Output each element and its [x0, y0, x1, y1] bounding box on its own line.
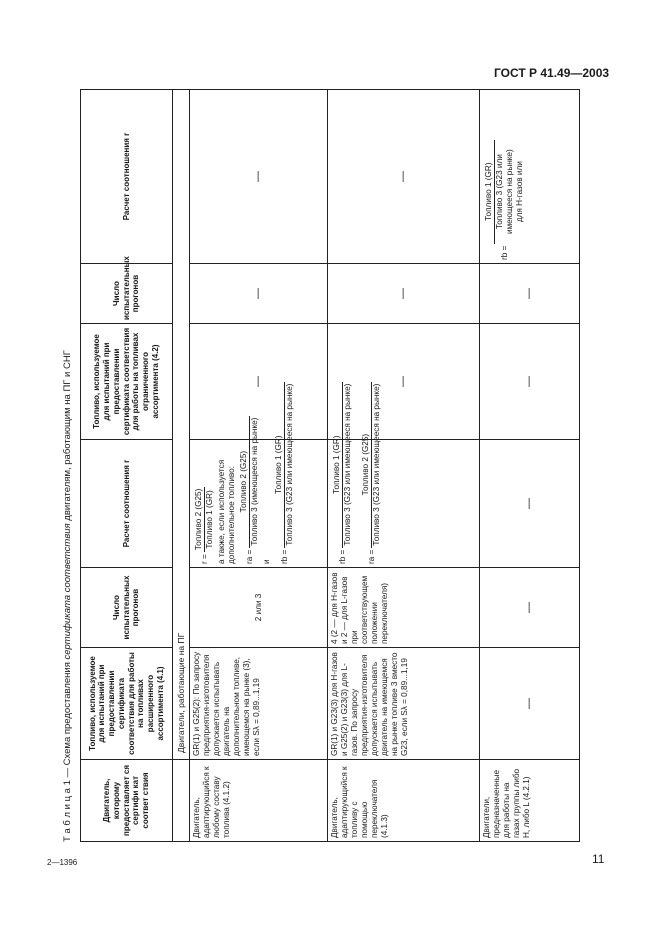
r-numerator: Топливо 2 (G25): [194, 488, 204, 551]
col-ratio-lim-header: Расчет соотношения r: [81, 90, 173, 264]
col-ratio-ext-header: Расчет соотношения r: [81, 440, 173, 568]
rb-label: rb =: [279, 549, 289, 564]
caption-italic: сертификата соответствия: [62, 523, 73, 660]
col-engine-header: Двигатель, которому предоставляет ся сертифи кат соответ ствия: [81, 760, 173, 842]
ra-label: ra =: [366, 549, 376, 564]
caption-suffix: двигателям, работающим на ПГ и СНГ: [62, 350, 73, 524]
standard-header: ГОСТ Р 41.49—2003: [494, 66, 610, 80]
table-row: [328, 90, 480, 842]
dash-cell: —: [328, 324, 480, 440]
ratio-and: и: [262, 559, 272, 564]
engine-cell: Двигатель, адаптирующийся к топливу с помощью переключателя (4.1.3): [328, 760, 480, 842]
dash-cell: —: [328, 264, 480, 324]
rb-numerator: Топливо 1 (GR): [484, 140, 495, 244]
dash-cell: —: [190, 90, 328, 264]
engine-cell: Двигатель, адаптирующийся к любому составу топлива (4.1.2): [190, 760, 328, 842]
ra-numerator: Топливо 2 (G25): [239, 416, 250, 548]
rb-label: rb =: [499, 245, 509, 260]
col-fuel-ext-header: Топливо, используемое для испытаний при предоставлении сертификата соответствия для работы на топливах расширенного ассортимента (4.1): [81, 648, 173, 760]
dash-cell: —: [480, 568, 580, 648]
ratio-cell: [190, 383, 328, 568]
rb-denominator: Топливо 3 (G23 или имеющееся на рынке) для H-газов или: [495, 149, 525, 235]
certification-table: [80, 89, 580, 842]
rotated-table-area: [62, 86, 602, 842]
col-runs-lim-header: Число испытательных прогонов: [81, 264, 173, 324]
footer-code: 2—1396: [47, 858, 78, 867]
dash-cell: —: [190, 264, 328, 324]
fuel-cell: GR(1) и G23(3) для H-газов и G25(2) и G23(3) для L-газов. По запросу предприятия-изготовителя допускается испытывать двигатель на имеющемся на рынке топливе 3 вместо G23, если Sλ = 0,89...1,19: [328, 648, 480, 760]
dash-cell: —: [480, 440, 580, 568]
section-title: Двигатели, работающие на ПГ: [173, 90, 190, 760]
table-row: [480, 90, 580, 842]
rb-denominator: Топливо 3 (G23 или имеющееся на рынке): [343, 383, 353, 546]
ra-label: ra =: [244, 549, 254, 564]
rb-label: rb =: [337, 549, 347, 564]
r-label: r =: [199, 554, 209, 564]
caption-prefix: Т а б л и ц а 1 — Схема предоставления: [62, 659, 73, 842]
dash-cell: —: [480, 264, 580, 324]
dash-cell: —: [480, 324, 580, 440]
table-header-row: [81, 90, 173, 842]
col-runs-ext-header: Число испытательных прогонов: [81, 568, 173, 648]
table-row: [190, 90, 328, 842]
dash-cell: —: [328, 90, 480, 264]
table-caption: [62, 86, 76, 842]
col-fuel-lim-header: Топливо, используемое для испытаний при предоставлении сертификата соответствия для работы на топливах ограниченного ассортимента (4.2): [81, 324, 173, 440]
dash-cell: —: [190, 324, 328, 440]
ra-denominator: Топливо 3 (G23 или имеющееся на рынке): [372, 383, 382, 546]
r-denominator: Топливо 1 (GR): [205, 490, 215, 549]
runs-cell: 2 или 3: [190, 568, 328, 648]
fuel-cell: GR(1) и G25(2): По запросу предприятия-изготовителя допускается испытывать двигатель на дополнительном топливе, имеющемся на рынке (3), если Sλ = 0,89...1,19: [190, 648, 328, 760]
section-row: [173, 90, 190, 842]
ratio-note: а также, если используется дополнительное топливо:: [217, 459, 237, 564]
page-number: 11: [592, 852, 605, 866]
rb-numerator: Топливо 1 (GR): [332, 382, 343, 548]
rb-denominator: Топливо 3 (G23 или имеющееся на рынке): [285, 383, 295, 546]
runs-cell: 4 (2 — для H-газов и 2 — для L-газов при соответствующем положении переключателя): [328, 568, 480, 648]
rb-numerator: Топливо 1 (GR): [274, 382, 285, 548]
engine-cell: Двигатели, предназначенные для работы на газах группы либо H, либо L (4.2.1): [480, 760, 580, 842]
ratio-cell: [480, 90, 580, 264]
ra-denominator: Топливо 3 (имеющееся на рынке): [250, 417, 260, 546]
ra-numerator: Топливо 2 (G25): [361, 382, 372, 548]
dash-cell: —: [480, 648, 580, 760]
ratio-cell: [328, 383, 480, 568]
